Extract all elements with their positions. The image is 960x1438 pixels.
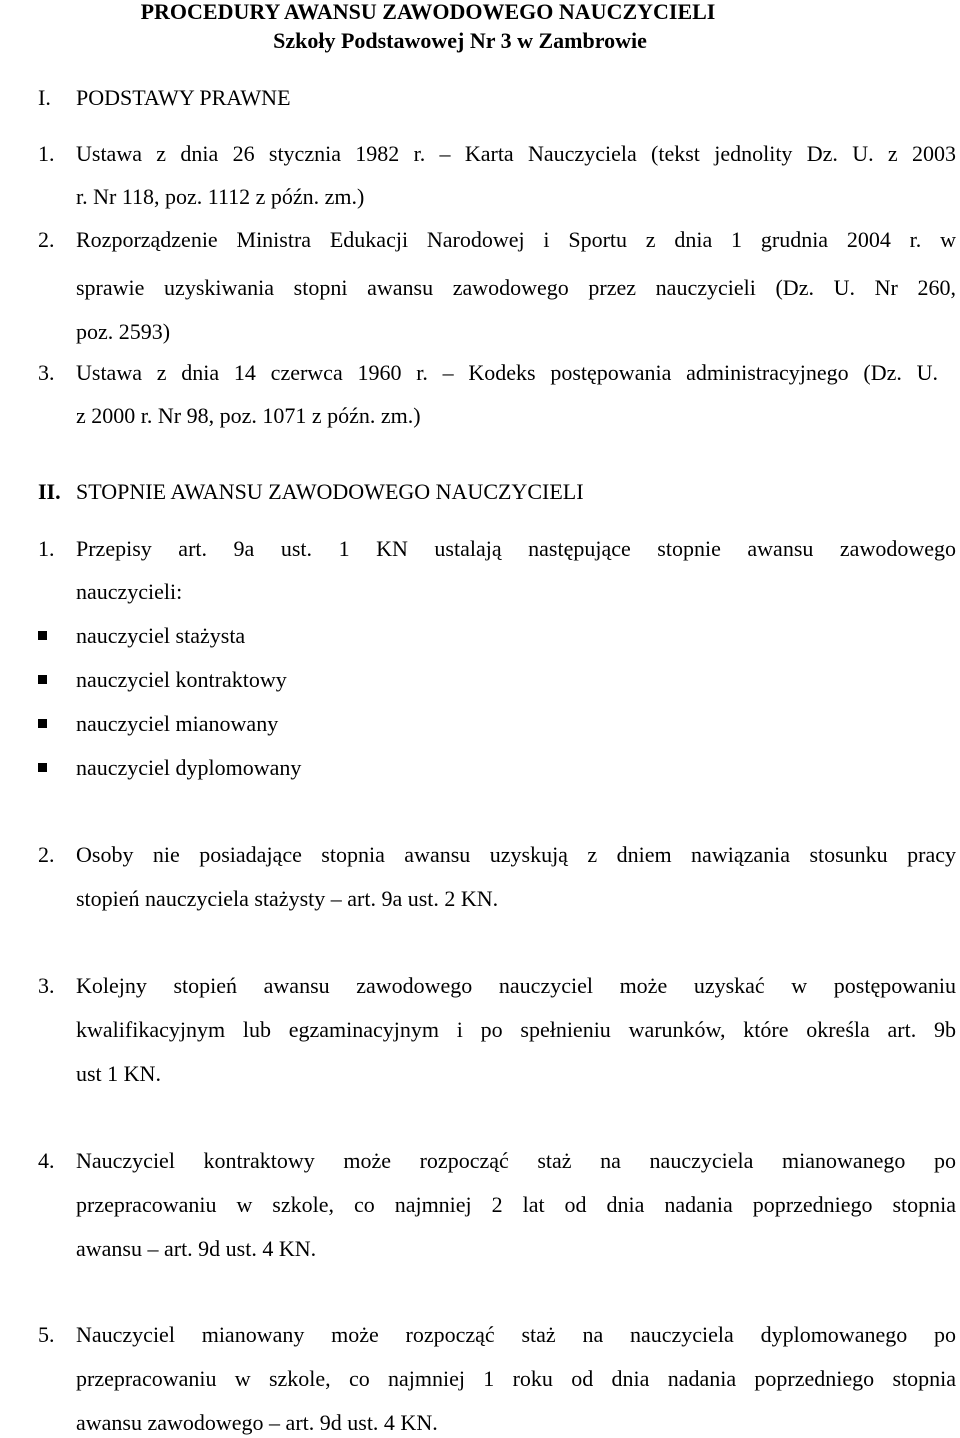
item-line: Ustawa z dnia 14 czerwca 1960 r. – Kodeks postępowania administracyjnego (Dz. U. [76, 360, 938, 385]
item-line: poz. 2593) [76, 319, 171, 344]
item-line: Ustawa z dnia 26 stycznia 1982 r. – Karta Nauczyciela (tekst jednolity Dz. U. z 2003 [76, 141, 956, 166]
bullet-text: nauczyciel kontraktowy [76, 667, 287, 692]
item-number: 5. [38, 1322, 55, 1347]
item-line: przepracowaniu w szkole, co najmniej 2 lat od dnia nadania poprzedniego stopnia [76, 1192, 956, 1217]
document-subtitle: Szkoły Podstawowej Nr 3 w Zambrowie [273, 28, 647, 53]
section-heading-promotion-levels [38, 478, 584, 506]
square-bullet-icon [38, 763, 47, 772]
section-number: II. [38, 479, 61, 504]
item-line: nauczycieli: [76, 579, 183, 604]
item-number: 2. [38, 227, 55, 252]
bullet-text: nauczyciel stażysta [76, 623, 246, 648]
item-number: 2. [38, 842, 55, 867]
square-bullet-icon [38, 719, 47, 728]
item-line: ust 1 KN. [76, 1061, 161, 1086]
item-line: Nauczyciel mianowany może rozpocząć staż na nauczyciela dyplomowanego po [76, 1322, 956, 1347]
item-line: Osoby nie posiadające stopnia awansu uzyskują z dniem nawiązania stosunku pracy [76, 842, 956, 867]
item-line: z 2000 r. Nr 98, poz. 1071 z późn. zm.) [76, 403, 421, 428]
section-title: PODSTAWY PRAWNE [76, 85, 291, 110]
item-line: Nauczyciel kontraktowy może rozpocząć staż na nauczyciela mianowanego po [76, 1148, 956, 1173]
item-number: 1. [38, 536, 55, 561]
item-line: kwalifikacyjnym lub egzaminacyjnym i po spełnieniu warunków, które określa art. 9b [76, 1017, 956, 1042]
item-line: awansu – art. 9d ust. 4 KN. [76, 1236, 317, 1261]
bullet-text: nauczyciel dyplomowany [76, 755, 302, 780]
square-bullet-icon [38, 631, 47, 640]
item-line: przepracowaniu w szkole, co najmniej 1 roku od dnia nadania poprzedniego stopnia [76, 1366, 956, 1391]
section-heading-legal-basis [38, 84, 291, 112]
item-line: Rozporządzenie Ministra Edukacji Narodowej i Sportu z dnia 1 grudnia 2004 r. w [76, 227, 956, 252]
item-number: 1. [38, 141, 55, 166]
item-number: 3. [38, 973, 55, 998]
section-title: STOPNIE AWANSU ZAWODOWEGO NAUCZYCIELI [76, 479, 584, 504]
item-number: 3. [38, 360, 55, 385]
item-line: stopień nauczyciela stażysty – art. 9a ust. 2 KN. [76, 886, 499, 911]
item-number: 4. [38, 1148, 55, 1173]
document-title: PROCEDURY AWANSU ZAWODOWEGO NAUCZYCIELI [140, 0, 716, 24]
square-bullet-icon [38, 675, 47, 684]
item-line: Kolejny stopień awansu zawodowego nauczyciel może uzyskać w postępowaniu [76, 973, 956, 998]
item-line: awansu zawodowego – art. 9d ust. 4 KN. [76, 1410, 438, 1435]
item-line: sprawie uzyskiwania stopni awansu zawodowego przez nauczycieli (Dz. U. Nr 260, [76, 275, 956, 300]
bullet-text: nauczyciel mianowany [76, 711, 279, 736]
item-line: r. Nr 118, poz. 1112 z późn. zm.) [76, 184, 365, 209]
section-number: I. [38, 85, 51, 110]
item-line: Przepisy art. 9a ust. 1 KN ustalają następujące stopnie awansu zawodowego [76, 536, 956, 561]
